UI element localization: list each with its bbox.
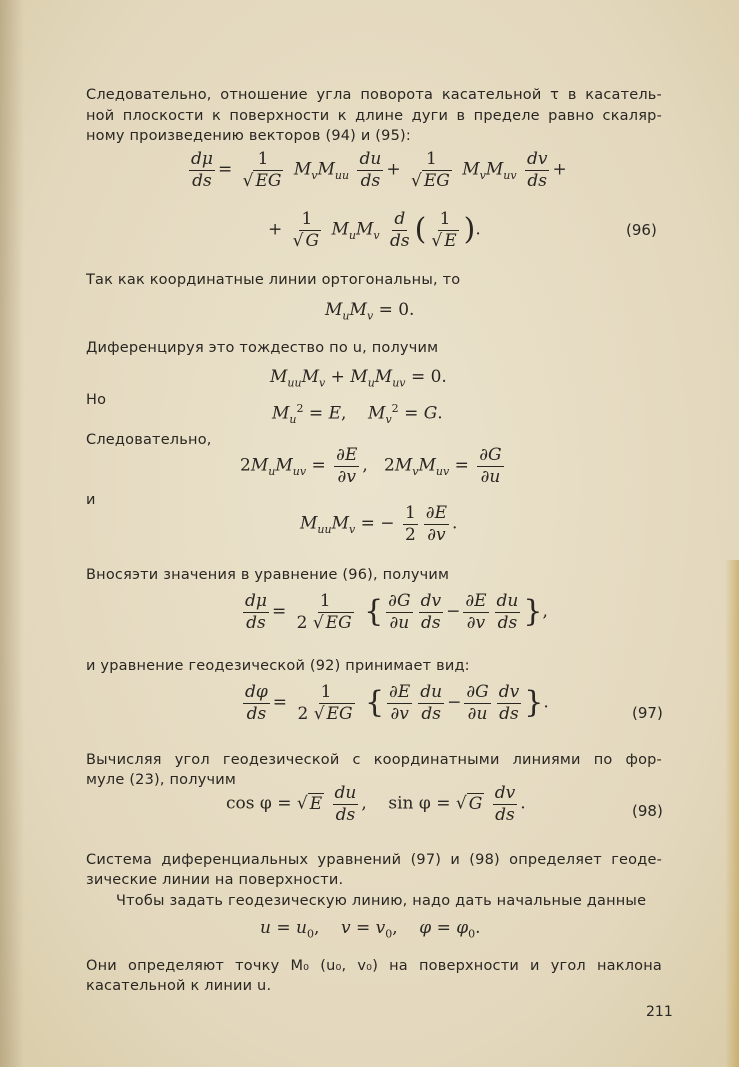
equation-96-line1: $\frac{d\mu}{ds}$ = $\frac{1}{√ EG}$ $M_vM_{uu}$ $\frac{du}{ds}$ + $\frac{1}{√ EG}$ $M_vM_{uv}$ $\frac{dv}{ds}$ + (191, 149, 567, 191)
page-number: 211 (646, 1004, 673, 1020)
paragraph-line: касательной к линии u. (86, 978, 272, 994)
equation-partials: $2M_uM_{uv}$ = $\frac{\partial E}{\partial v}$ , $2M_vM_{uv}$ = $\frac{\partial G}{\partial u}$ (240, 445, 502, 487)
paragraph-line: Вносяэти значения в уравнение (96), получим (86, 567, 450, 583)
paragraph-line: Они определяют точку M₀ (u₀, v₀) на поверхности и угол наклона (86, 958, 662, 974)
paragraph-line: ной плоскости к поверхности к длине дуги в пределе равно скаляр- (86, 108, 662, 124)
equation-number-97: (97) (632, 704, 663, 722)
paragraph-line: Так как координатные линии ортогональны, то (86, 272, 461, 288)
equation-orthogonality: $M_uM_v = 0$. (325, 300, 415, 323)
paragraph-line: Система диференциальных уравнений (97) и (98) определяет геоде- (86, 852, 662, 868)
paragraph-line: Следовательно, (86, 432, 212, 448)
paragraph-line: Чтобы задать геодезическую линию, надо дать начальные данные (116, 893, 647, 909)
paragraph-line: и (86, 492, 96, 508)
paragraph-line: Диференцируя это тождество по u, получим (86, 340, 439, 356)
equation-initial-data: $u = u_0$, $v = v_0$, $\varphi = \varphi_0$. (260, 918, 481, 941)
paragraph-line: Вычисляя угол геодезической с координатными линиями по фор- (86, 752, 662, 768)
equation-number-98: (98) (632, 802, 663, 820)
page-stain-right (725, 560, 739, 1067)
equation-98: cos φ = √ E $\frac{du}{ds}$ , sin φ = √ G $\frac{dv}{ds}$ . (226, 783, 526, 825)
equation-97: $\frac{d\varphi}{ds}$ = $\frac{1}{2 √ EG}$ { $\frac{\partial E}{\partial v}$ $\frac{du}{ds}$ − $\frac{\partial G}{\partial u}$ $\frac{dv}{ds}$ }. (245, 682, 549, 724)
equation-muu-mv: $M_{uu}M_v$ = − $\frac{1}{2}$ $\frac{\partial E}{\partial v}$ . (300, 503, 458, 545)
equation-differentiated: $M_{uu}M_v + M_uM_{uv} = 0$. (270, 367, 447, 390)
paragraph-line: Следовательно, отношение угла поворота касательной τ в касатель- (86, 87, 662, 103)
page-shadow-left (0, 0, 24, 1067)
paragraph-line: Но (86, 392, 107, 408)
equation-96-line2: + $\frac{1}{√ G}$ $M_uM_v$ $\frac{d}{ds}$ ( $\frac{1}{√ E}$ ). (268, 209, 481, 251)
equation-norms: $M_u^2 = E$, $M_v^2 = G$. (272, 402, 443, 427)
paragraph-line: муле (23), получим (86, 772, 237, 788)
equation-dmu-ds: $\frac{d\mu}{ds}$ = $\frac{1}{2 √ EG}$ { $\frac{\partial G}{\partial u}$ $\frac{dv}{ds}$ − $\frac{\partial E}{\partial v}$ $\frac{du}{ds}$ }, (245, 591, 548, 633)
equation-number-96: (96) (626, 221, 657, 239)
paragraph-line: зические линии на поверхности. (86, 872, 344, 888)
paragraph-line: ному произведению векторов (94) и (95): (86, 128, 411, 144)
paragraph-line: и уравнение геодезической (92) принимает вид: (86, 658, 470, 674)
